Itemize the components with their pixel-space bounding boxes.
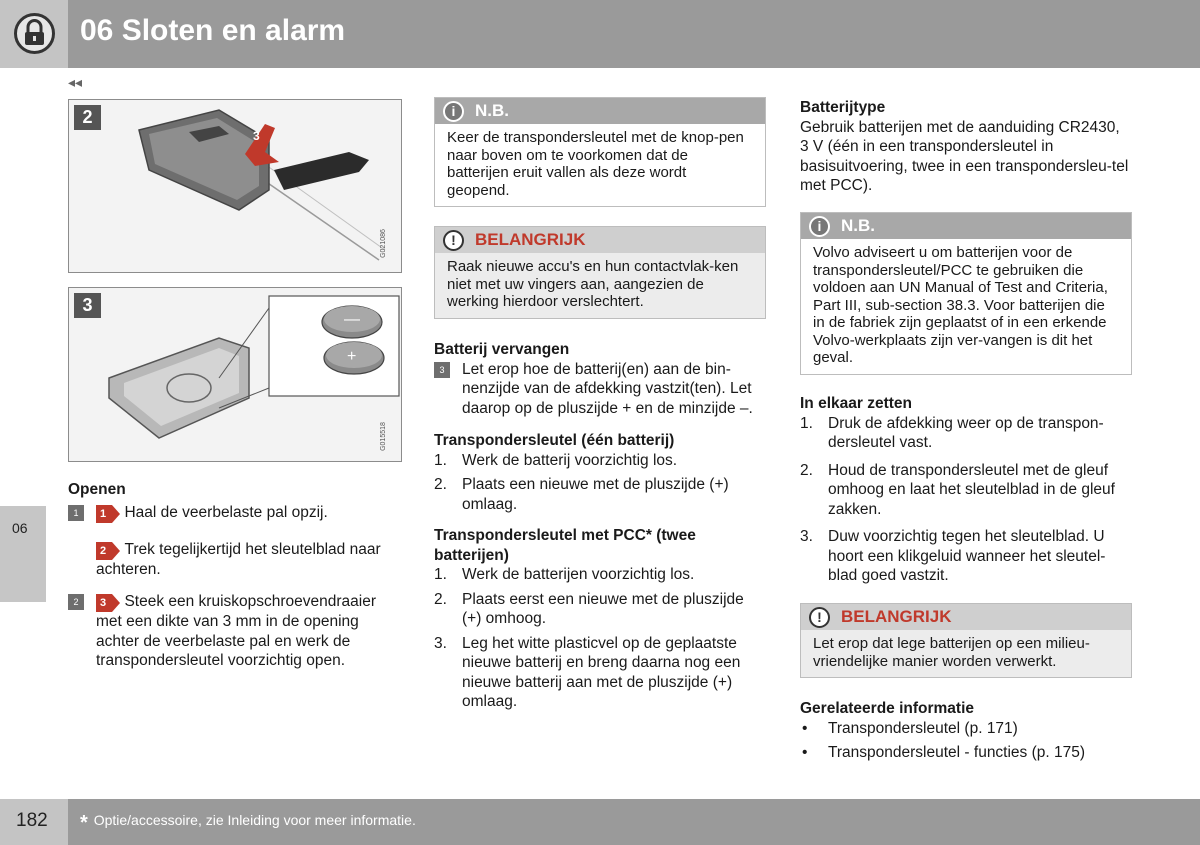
openen-section <box>68 480 398 671</box>
related-link-text[interactable]: Transpondersleutel - functies (p. 175) <box>828 744 1086 761</box>
openen-step-1 <box>68 503 398 523</box>
footnote-star: * <box>80 812 88 834</box>
list-number: 1. <box>800 414 813 432</box>
bullet: • <box>802 719 808 737</box>
important-text: Let erop dat lege batterijen op een milieu-vriendelijke manier worden verwerkt. <box>801 630 1131 677</box>
openen-step-1b <box>68 540 398 580</box>
svg-text:—: — <box>344 311 360 328</box>
step-number-badge: 1 <box>68 505 84 521</box>
list-number: 1. <box>434 566 447 583</box>
openen-step-1b-text: Trek tegelijkertijd het sleutelblad naar achteren. <box>96 540 381 578</box>
batterijtype-heading: Batterijtype <box>800 99 886 116</box>
in-elkaar-heading: In elkaar zetten <box>800 395 912 412</box>
list-text: Druk de afdekking weer op de transpon-dersleutel vast. <box>828 414 1104 451</box>
list-text: Houd de transpondersleutel met de gleuf omhoog en laat het sleutelblad in de gleuf zakken. <box>828 461 1115 518</box>
figure-3 <box>68 287 402 462</box>
list-item <box>434 475 766 514</box>
footnote-text: Optie/accessoire, zie Inleiding voor meer informatie. <box>93 812 416 828</box>
list-text: Plaats eerst een nieuwe met de pluszijde (+) omhoog. <box>462 590 744 627</box>
warning-icon: ! <box>443 230 464 251</box>
related-heading: Gerelateerde informatie <box>800 700 975 717</box>
list-text: Werk de batterij voorzichtig los. <box>462 451 678 469</box>
bullet: • <box>802 744 808 761</box>
list-number: 1. <box>434 451 447 469</box>
batterijtype-text: Gebruik batterijen met de aanduiding CR2430, 3 V (één in een transpondersleutel in basisuitvoering, twee in een transpondersleu-tel met PCC). <box>800 118 1129 194</box>
step-number-badge: 2 <box>68 594 84 610</box>
note-title: N.B. <box>841 216 875 235</box>
svg-text:3: 3 <box>253 129 260 143</box>
note-text: Volvo adviseert u om batterijen voor de transpondersleutel/PCC te gebruiken die voldoen aan UN Manual of Test and Criteria, Part III, sub-section 38.3. Voor batterijen die in de fabriek zijn geplaatst of in een erkende Volvo-werkplaats zijn ver-vangen is dit het geval. <box>813 244 1108 366</box>
page-title: 06 Sloten en alarm <box>80 14 346 47</box>
related-section <box>800 699 1132 763</box>
list-item <box>434 634 766 712</box>
vervangen-step <box>434 360 766 419</box>
note-title: N.B. <box>475 101 509 120</box>
een-batterij-heading: Transpondersleutel (één batterij) <box>434 432 675 449</box>
note-box-1 <box>434 97 766 207</box>
openen-step-1-text: Haal de veerbelaste pal opzij. <box>124 503 328 521</box>
chapter-tab-label: 06 <box>12 520 28 536</box>
important-box-1 <box>434 226 766 319</box>
related-link-text[interactable]: Transpondersleutel (p. 171) <box>828 719 1018 737</box>
arrow-1-icon: 1 <box>96 505 112 523</box>
list-item <box>800 414 1132 453</box>
step-number-badge: 3 <box>434 362 450 378</box>
batterijtype-section <box>800 98 1132 196</box>
arrow-2-icon: 2 <box>96 542 112 560</box>
footnote <box>80 812 416 835</box>
important-text: Raak nieuwe accu's en hun contactvlak-ken niet met uw vingers aan, aangezien de werking hierdoor verslechtert. <box>435 253 765 318</box>
note-text: Keer de transpondersleutel met de knop-pen naar boven om te voorkomen dat de batterijen eruit vallen als deze wordt geopend. <box>447 129 744 199</box>
important-box-2 <box>800 603 1132 678</box>
info-icon: i <box>443 101 464 122</box>
figure-2-label: 2 <box>74 105 101 130</box>
list-number: 2. <box>800 461 813 479</box>
key-opening-illustration <box>69 100 402 273</box>
list-text: Leg het witte plasticvel op de geplaatste nieuwe batterij en breng daarna nog een nieuwe batterij aan met de pluszijde (+) omlaag. <box>462 634 741 710</box>
list-number: 2. <box>434 590 447 608</box>
lock-icon <box>14 13 55 54</box>
important-title: BELANGRIJK <box>475 230 586 249</box>
list-item <box>800 527 1132 586</box>
svg-text:+: + <box>347 348 357 365</box>
list-item <box>800 461 1132 520</box>
battery-illustration <box>69 288 402 462</box>
list-number: 3. <box>800 528 813 545</box>
in-elkaar-section <box>800 394 1132 586</box>
vervangen-text: Let erop hoe de batterij(en) aan de bin-nenzijde van de afdekking vastzit(ten). Let daarop op de pluszijde + en de minzijde –. <box>462 360 753 417</box>
note-header <box>801 213 1131 239</box>
note-header <box>435 98 765 124</box>
pcc-heading: Transpondersleutel met PCC* (twee batterijen) <box>434 527 696 564</box>
openen-step-2 <box>68 592 398 671</box>
list-item <box>434 451 766 471</box>
info-icon: i <box>809 216 830 237</box>
related-link[interactable] <box>800 719 1132 739</box>
openen-step-2-text: Steek een kruiskopschroevendraaier met een dikte van 3 mm in de opening achter de veerbelaste pal en werk de transpondersleutel voorzichtig open. <box>96 593 377 669</box>
note-box-2 <box>800 212 1132 375</box>
figure-2 <box>68 99 402 273</box>
important-title: BELANGRIJK <box>841 607 952 626</box>
figure-3-code: G015518 <box>379 422 387 451</box>
back-nav-icon[interactable]: ◂◂ <box>68 74 83 90</box>
related-link[interactable] <box>800 743 1132 763</box>
vervangen-section <box>434 340 766 712</box>
warning-icon: ! <box>809 607 830 628</box>
vervangen-heading: Batterij vervangen <box>434 341 570 358</box>
important-header <box>801 604 1131 630</box>
page-number: 182 <box>16 810 48 831</box>
arrow-3-icon: 3 <box>96 594 112 612</box>
list-text: Duw voorzichtig tegen het sleutelblad. U hoort een klikgeluid wanneer het sleutel-blad goed vastzit. <box>828 528 1106 584</box>
important-header <box>435 227 765 253</box>
list-text: Plaats een nieuwe met de pluszijde (+) omlaag. <box>462 476 729 513</box>
list-number: 2. <box>434 476 447 493</box>
figure-2-code: G021086 <box>379 229 387 258</box>
figure-3-label: 3 <box>74 293 101 318</box>
list-item <box>434 590 766 629</box>
list-item <box>434 565 766 585</box>
list-number: 3. <box>434 634 447 652</box>
header-icon-box <box>0 0 68 68</box>
openen-heading: Openen <box>68 481 126 498</box>
list-text: Werk de batterijen voorzichtig los. <box>462 566 695 583</box>
